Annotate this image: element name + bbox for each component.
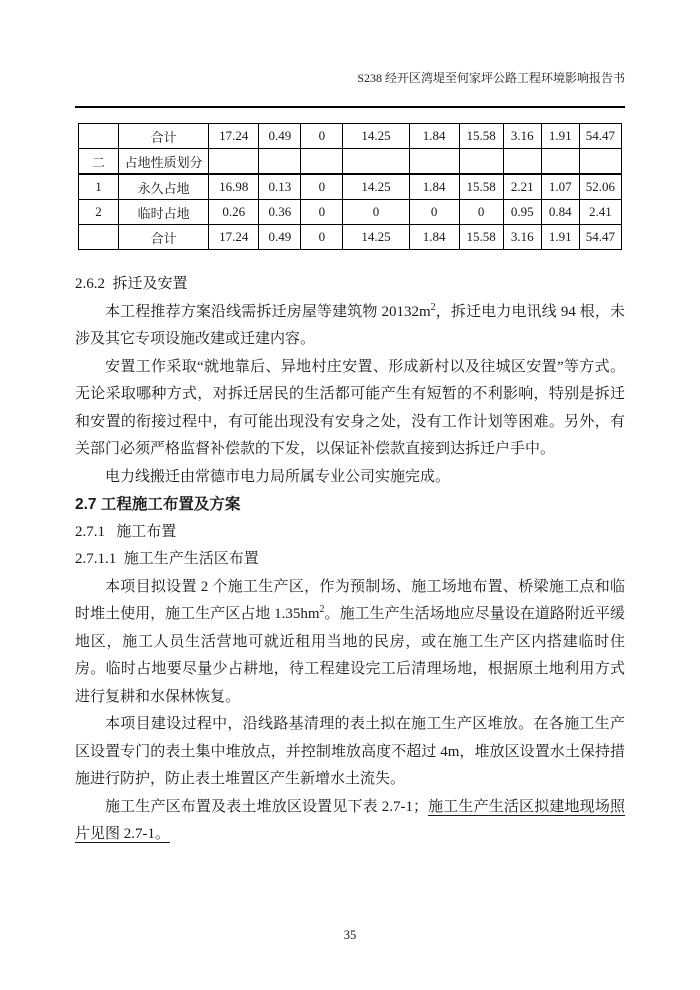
- table-cell: [259, 149, 301, 175]
- table-cell: 二: [79, 149, 119, 175]
- figure-cross-reference: 施工生产生活区拟建地现场照片见图 2.7-1。: [75, 798, 625, 842]
- table-cell: 3.16: [503, 124, 541, 149]
- table-cell: 0.84: [541, 200, 579, 225]
- table-cell: 0: [301, 225, 343, 250]
- table-cell: 合计: [119, 124, 209, 149]
- heading-2-7: 2.7 工程施工布置及方案: [75, 496, 241, 513]
- page-number: 35: [343, 928, 357, 942]
- table-cell: 1.91: [541, 225, 579, 250]
- table-cell: 占地性质划分: [119, 149, 209, 175]
- heading-2-6-2: 2.6.2 拆迁及安置: [75, 276, 188, 292]
- paragraph-text: 本项目拟设置 2 个施工生产区，作为预制场、施工场地布置、桥梁施工点和临时堆土使用，施工生产区占地 1.35hm: [75, 578, 625, 622]
- table-cell: 52.06: [579, 174, 621, 200]
- table-cell: 0: [459, 200, 503, 225]
- table-cell: 1.84: [409, 174, 459, 200]
- table-cell: 54.47: [579, 124, 621, 149]
- table-cell: [459, 149, 503, 175]
- table-cell: 1.84: [409, 124, 459, 149]
- table-cell: 1.07: [541, 174, 579, 200]
- table-cell: [79, 124, 119, 149]
- table-cell: 1.91: [541, 124, 579, 149]
- table-cell: [579, 149, 621, 175]
- table-cell: 2.41: [579, 200, 621, 225]
- table-cell: 0.49: [259, 225, 301, 250]
- paragraph-topsoil: 本项目建设过程中，沿线路基清理的表土拟在施工生产区堆放。在各施工生产区设置专门的表土集中堆放点，并控制堆放高度不超过 4m，堆放区设置水土保持措施进行防护，防止表土堆置区产生新增水土流失。: [75, 716, 625, 787]
- table-cell: 0.26: [209, 200, 259, 225]
- table-cell: [79, 225, 119, 250]
- table-cell: 0: [301, 124, 343, 149]
- land-occupation-table: [78, 123, 622, 250]
- table-cell: [343, 149, 409, 175]
- table-cell: 15.58: [459, 124, 503, 149]
- header-title: S238 经开区湾堤至何家坪公路工程环境影响报告书: [357, 71, 625, 85]
- paragraph-text: 。施工生产生活场地应尽量设在道路附近平缓地区，施工人员生活营地可就近租用当地的民房，或在施工生产区内搭建临时住房。临时占地要尽量少占耕地，待工程建设完工后清理场地，根据原土地利用方式进行复耕和水保林恢复。: [75, 606, 625, 705]
- table-cell: 1.84: [409, 225, 459, 250]
- table-cell: 14.25: [343, 225, 409, 250]
- table-cell: 临时占地: [119, 200, 209, 225]
- paragraph-construction-zones: [75, 574, 625, 712]
- heading-2-7-1-1: 2.7.1.1 施工生产生活区布置: [75, 551, 259, 567]
- paragraph-resettlement: 安置工作采取“就地靠后、异地村庄安置、形成新村以及往城区安置”等方式。无论采取哪种方式，对拆迁居民的生活都可能产生有短暂的不利影响，特别是拆迁和安置的衔接过程中，有可能出现没有安身之处，没有工作计划等困难。另外，有关部门必须严格监督补偿款的下发，以保证补偿款直接到达拆迁户手中。: [75, 358, 625, 457]
- table-row: [79, 174, 622, 200]
- table-cell: 0: [343, 200, 409, 225]
- table-cell: 0.95: [503, 200, 541, 225]
- table-cell: 0: [301, 200, 343, 225]
- table-cell: 0.13: [259, 174, 301, 200]
- document-body: [75, 271, 625, 849]
- table-cell: 永久占地: [119, 174, 209, 200]
- table-cell: 14.25: [343, 124, 409, 149]
- paragraph-text: 本工程推荐方案沿线需拆迁房屋等建筑物 20132m: [105, 303, 431, 320]
- table-cell: [301, 149, 343, 175]
- paragraph-reference: [75, 794, 625, 849]
- table-cell: [503, 149, 541, 175]
- table-cell: [541, 149, 579, 175]
- table-row: [79, 200, 622, 225]
- land-table-body: [79, 124, 622, 250]
- table-cell: 2: [79, 200, 119, 225]
- table-cell: 17.24: [209, 124, 259, 149]
- table-cell: [409, 149, 459, 175]
- paragraph-text: 施工生产区布置及表土堆放区设置见下表 2.7-1；: [105, 798, 428, 815]
- table-cell: 1: [79, 174, 119, 200]
- paragraph-text: ，拆迁电力电讯线 94 根，未涉及其它专项设施改建或迁建内容。: [75, 303, 625, 347]
- table-cell: 15.58: [459, 174, 503, 200]
- heading-2-7-1: 2.7.1 施工布置: [75, 523, 177, 540]
- table-row: [79, 149, 622, 175]
- table-cell: 15.58: [459, 225, 503, 250]
- table-cell: 17.24: [209, 225, 259, 250]
- table-cell: 0.36: [259, 200, 301, 225]
- superscript: 2: [319, 604, 325, 615]
- superscript: 2: [430, 301, 436, 313]
- table-cell: 3.16: [503, 225, 541, 250]
- table-cell: 16.98: [209, 174, 259, 200]
- table-cell: 54.47: [579, 225, 621, 250]
- table-cell: 2.21: [503, 174, 541, 200]
- table-row: [79, 225, 622, 250]
- table-cell: 0.49: [259, 124, 301, 149]
- table-cell: 14.25: [343, 174, 409, 200]
- paragraph-powerline: 电力线搬迁由常德市电力局所属专业公司实施完成。: [105, 468, 451, 485]
- table-cell: 合计: [119, 225, 209, 250]
- table-cell: 0: [301, 174, 343, 200]
- paragraph-demolition: [75, 299, 625, 354]
- page-header: [75, 57, 625, 108]
- table-cell: 0: [409, 200, 459, 225]
- table-cell: [209, 149, 259, 175]
- table-row: [79, 124, 622, 149]
